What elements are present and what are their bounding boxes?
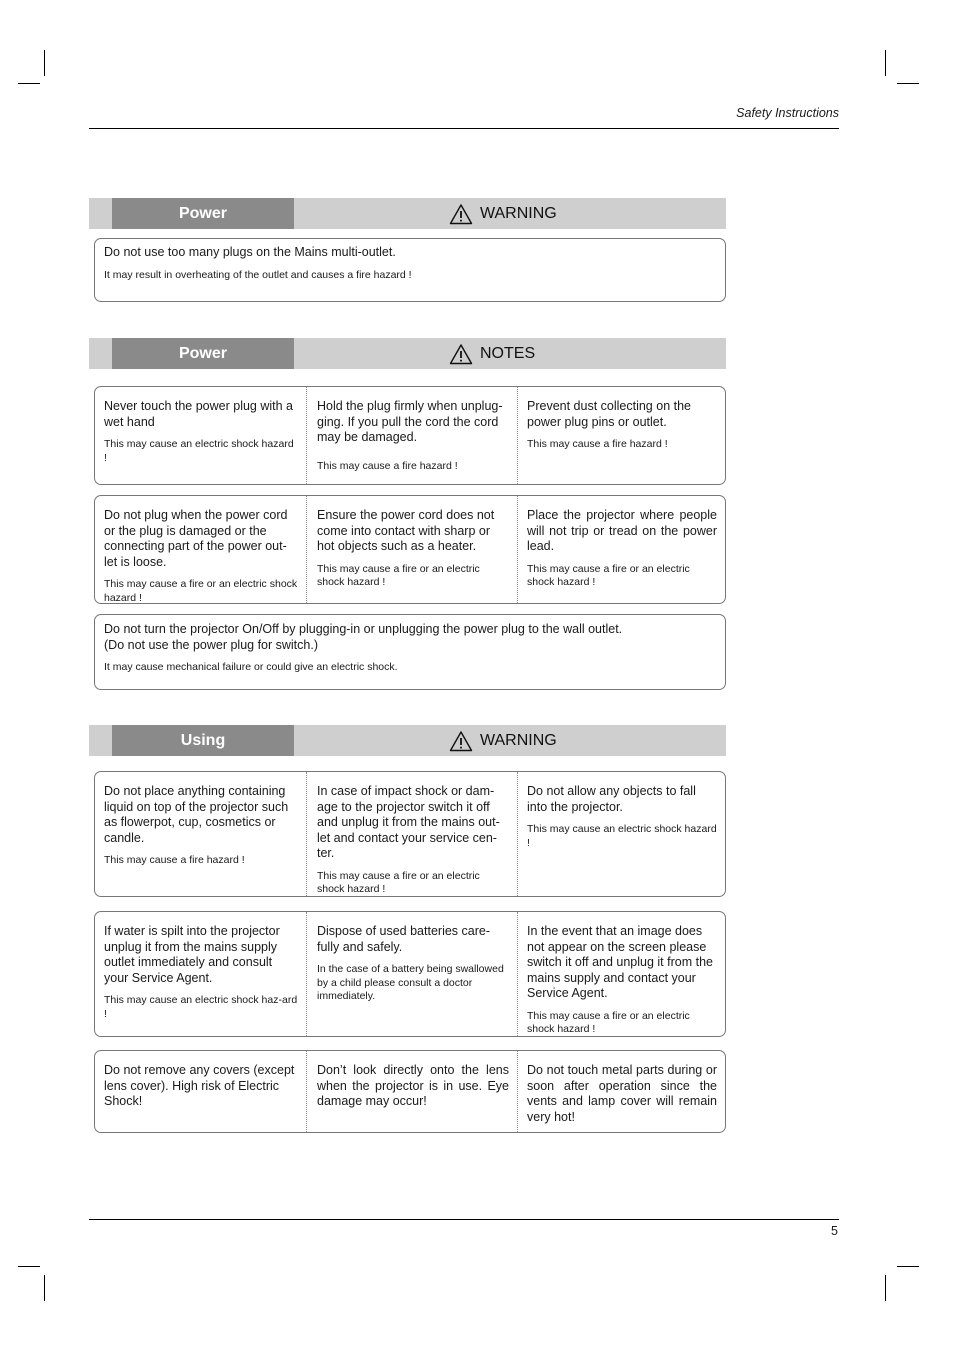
safety-cell [95,387,306,484]
safety-cell [306,496,517,603]
crop-mark [885,1275,886,1301]
safety-box [94,911,726,1037]
instruction-text: Do not allow any objects to fall into the projector. [527,784,696,814]
hazard-note: This may cause a fire hazard ! [527,438,668,450]
level-text: WARNING [480,731,557,749]
safety-cell [306,912,517,1036]
instruction-text: Ensure the power cord does not come into contact with sharp or hot objects such as a heater. [317,508,495,553]
safety-cell [306,387,517,484]
category-label: Power [112,338,294,369]
instruction-text: Do not turn the projector On/Off by plugging-in or unplugging the power plug to the wall outlet. [104,622,623,636]
section-bar-using-warning [89,725,726,756]
hazard-note: In the case of a battery being swallowed by a child please consult a doctor immediately. [317,963,504,1002]
instruction-text: Hold the plug firmly when unplug-ging. If you pull the cord the cord may be damaged. [317,399,503,444]
safety-cell [306,1051,517,1132]
header-rule [89,128,839,129]
hazard-note: This may cause a fire or an electric shock hazard ! [527,1009,690,1035]
running-title: Safety Instructions [736,106,839,120]
safety-cell [517,912,725,1036]
section-bar-power-warning [89,198,726,229]
safety-cell [95,772,306,896]
level-text: NOTES [480,344,536,362]
instruction-text: If water is spilt into the projector unplug it from the mains supply outlet immediately and consult your Service Agent. [104,924,280,985]
hazard-note: This may cause a fire or an electric shock hazard ! [317,562,480,588]
instruction-text: Place the projector where people will not trip or tread on the power lead. [527,508,717,553]
safety-cell [95,496,306,603]
crop-mark [44,1275,45,1301]
safety-cell [306,772,517,896]
crop-mark [18,83,40,84]
hazard-note: It may cause mechanical failure or could give an electric shock. [104,661,398,673]
safety-cell [95,1051,306,1132]
hazard-note: This may cause a fire or an electric shock hazard ! [104,578,298,604]
warning-triangle-icon [449,730,473,752]
hazard-note: This may cause a fire or an electric shock hazard ! [317,869,480,895]
hazard-note: This may cause an electric shock hazard ! [104,438,294,464]
instruction-text: Do not place anything containing liquid on top of the projector such as flowerpot, cup, cosmetics or candle. [104,784,289,845]
safety-cell [517,772,725,896]
safety-box [94,386,726,485]
category-label: Power [112,198,294,229]
instruction-text: Do not use too many plugs on the Mains multi-outlet. [104,245,396,259]
instruction-text: In case of impact shock or dam-age to the projector switch it off and unplug it from the mains out-let and contact your service cen-ter. [317,784,500,860]
instruction-text: Dispose of used batteries care-fully and safely. [317,924,491,954]
level-label [449,725,557,756]
crop-mark [897,83,919,84]
hazard-note: This may cause a fire hazard ! [317,459,458,472]
warning-triangle-icon [449,203,473,225]
crop-mark [18,1266,40,1267]
hazard-note: This may cause a fire or an electric shock hazard ! [527,562,690,588]
hazard-note: This may cause an electric shock haz-ard ! [104,994,298,1020]
hazard-note: It may result in overheating of the outlet and causes a fire hazard ! [104,268,412,281]
level-label [449,338,535,369]
safety-cell [517,387,725,484]
page-number: 5 [831,1224,838,1238]
safety-box [94,1050,726,1133]
warning-triangle-icon [449,343,473,365]
level-text: WARNING [480,204,557,222]
hazard-note: This may cause an electric shock hazard ! [527,823,717,849]
safety-cell [517,1051,725,1132]
category-label: Using [112,725,294,756]
safety-box [94,238,726,302]
safety-box [94,614,726,690]
crop-mark [44,50,45,76]
instruction-text: In the event that an image does not appear on the screen please switch it off and unplug it from the mains supply and contact your Service Agent. [527,924,713,1000]
safety-cell [95,239,725,301]
crop-mark [897,1266,919,1267]
safety-box [94,495,726,604]
level-label [449,198,557,229]
crop-mark [885,50,886,76]
instruction-text: Never touch the power plug with a wet hand [104,399,293,429]
instruction-text: (Do not use the power plug for switch.) [104,637,318,652]
instruction-text: Do not plug when the power cord or the plug is damaged or the connecting part of the power out-let is loose. [104,508,288,569]
safety-box [94,771,726,897]
instruction-text: Do not remove any covers (except lens cover). High risk of Electric Shock! [104,1063,295,1108]
instruction-text: Prevent dust collecting on the power plug pins or outlet. [527,399,691,429]
safety-cell [95,615,725,689]
footer-rule [89,1219,839,1220]
instruction-text: Don’t look directly onto the lens when the projector is in use. Eye damage may occur! [317,1063,509,1108]
safety-cell [95,912,306,1036]
hazard-note: This may cause a fire hazard ! [104,854,245,866]
instruction-text: Do not touch metal parts during or soon after operation since the vents and lamp cover will remain very hot! [527,1063,717,1124]
section-bar-power-notes [89,338,726,369]
safety-cell [517,496,725,603]
